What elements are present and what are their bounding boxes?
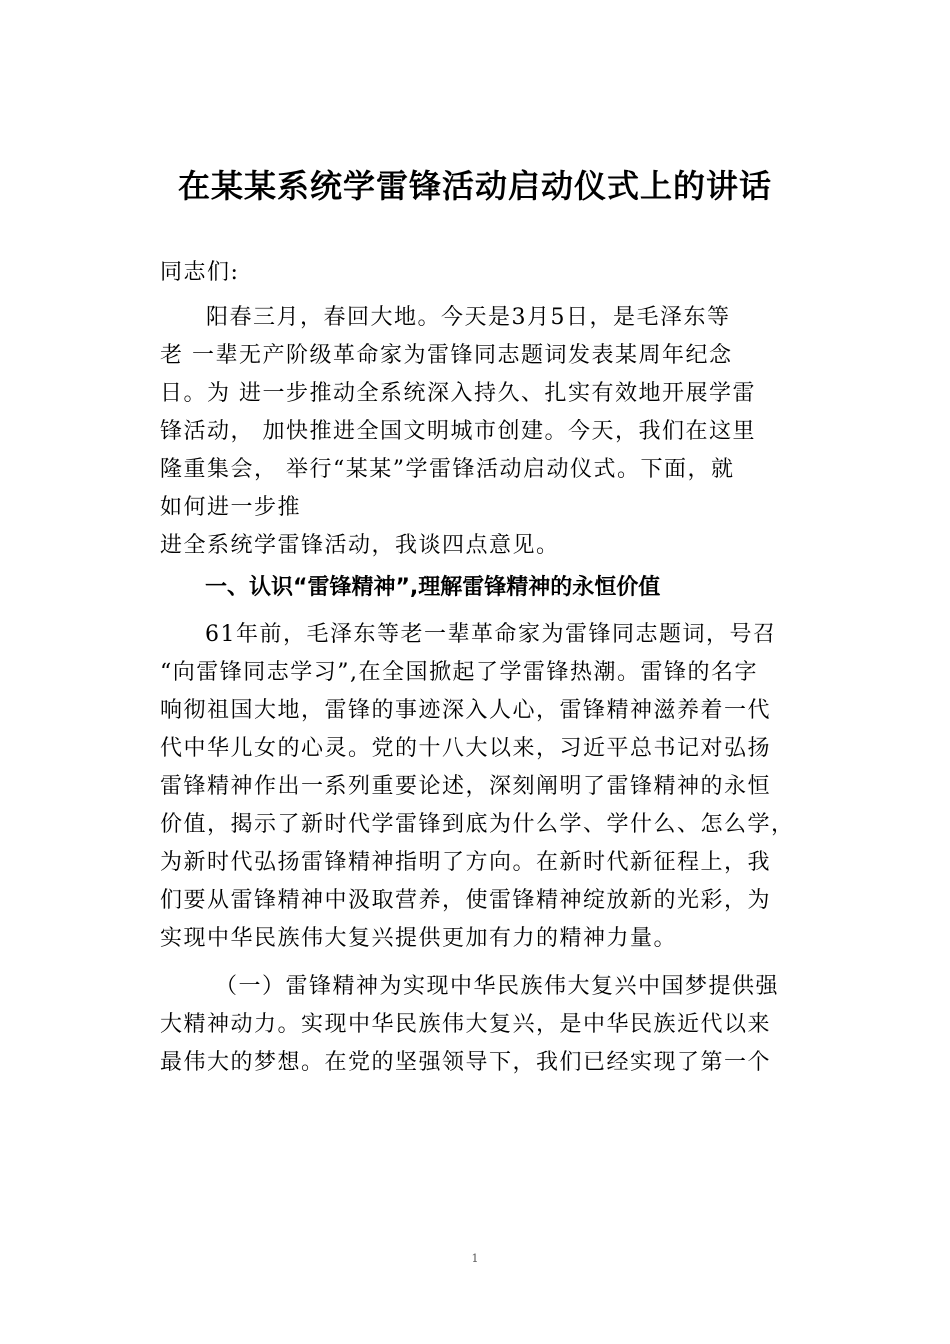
intro-line-5: 隆重集会， 举行“某某”学雷锋活动启动仪式。下面，就: [160, 457, 735, 482]
section1-line-2: “向雷锋同志学习”,在全国掀起了学雷锋热潮。雷锋的名字: [160, 660, 758, 685]
salutation: 同志们:: [160, 260, 240, 285]
intro-line-4: 锋活动， 加快推进全国文明城市创建。今天，我们在这里: [160, 419, 756, 444]
document-title: 在某某系统学雷锋活动启动仪式上的讲话: [177, 167, 772, 205]
section1-line-5: 雷锋精神作出一系列重要论述，深刻阐明了雷锋精神的永恒: [160, 774, 772, 799]
intro-line-2: 老 一辈无产阶级革命家为雷锋同志题词发表某周年纪念: [160, 343, 733, 368]
section1-line-3: 响彻祖国大地，雷锋的事迹深入人心，雷锋精神滋养着一代: [160, 698, 772, 723]
section-heading-1: 一、认识“雷锋精神”,理解雷锋精神的永恒价值: [205, 575, 661, 600]
section1-line-9: 实现中华民族伟大复兴提供更加有力的精神力量。: [160, 926, 678, 951]
intro-line-3: 日。为 进一步推动全系统深入持久、扎实有效地开展学雷: [160, 381, 756, 406]
intro-line-6: 如何进一步推: [160, 495, 302, 520]
subsection1-line-3: 最伟大的梦想。在党的坚强领导下，我们已经实现了第一个: [160, 1050, 772, 1075]
section1-line-6: 价值，揭示了新时代学雷锋到底为什么学、学什么、怎么学，: [160, 812, 795, 837]
section1-line-7: 为新时代弘扬雷锋精神指明了方向。在新时代新征程上，我: [160, 850, 772, 875]
intro-line-7: 进全系统学雷锋活动，我谈四点意见。: [160, 533, 560, 558]
subsection1-line-1: （一）雷锋精神为实现中华民族伟大复兴中国梦提供强: [215, 974, 780, 999]
page-number: 1: [471, 1252, 479, 1265]
section1-line-8: 们要从雷锋精神中汲取营养，使雷锋精神绽放新的光彩，为: [160, 888, 772, 913]
intro-line-1: 阳春三月，春回大地。今天是3月5日，是毛泽东等: [206, 305, 731, 330]
section1-line-4: 代中华儿女的心灵。党的十八大以来，习近平总书记对弘扬: [160, 736, 772, 761]
subsection1-line-2: 大精神动力。实现中华民族伟大复兴，是中华民族近代以来: [160, 1012, 772, 1037]
section1-line-1: 61年前，毛泽东等老一辈革命家为雷锋同志题词，号召: [205, 622, 777, 647]
